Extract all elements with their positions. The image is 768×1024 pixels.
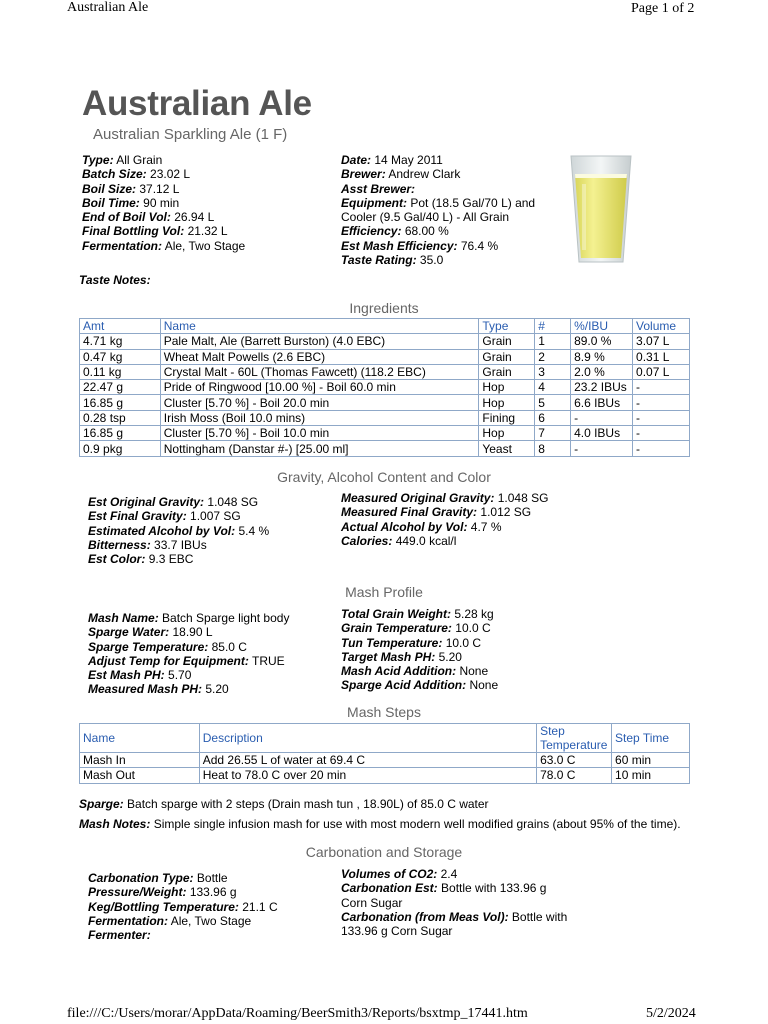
column-header: Step Temperature bbox=[537, 724, 612, 753]
cell-number: 8 bbox=[535, 441, 571, 456]
mash-notes-line: Mash Notes: Simple single infusion mash for use with most modern well modified grains (about 95% of the time). bbox=[79, 817, 681, 831]
info-row: Volumes of CO2: 2.4 bbox=[341, 867, 458, 881]
cell-percent-ibu: 4.0 IBUs bbox=[571, 426, 633, 441]
info-row: End of Boil Vol: 26.94 L bbox=[82, 210, 215, 225]
cell-amt: 16.85 g bbox=[80, 426, 161, 441]
table-row bbox=[80, 426, 690, 441]
cell-type: Hop bbox=[479, 426, 535, 441]
cell-amt: 0.47 kg bbox=[80, 349, 161, 364]
cell-amt: 16.85 g bbox=[80, 395, 161, 410]
cell-name: Pale Malt, Ale (Barrett Burston) (4.0 EBC) bbox=[160, 334, 479, 349]
mash-steps-table bbox=[79, 723, 690, 784]
info-row: Date: 14 May 2011 bbox=[341, 153, 443, 167]
table-header-row bbox=[80, 724, 690, 753]
info-row: Type: All Grain bbox=[82, 153, 163, 167]
gravity-right bbox=[341, 491, 548, 548]
info-row: Carbonation Type: Bottle bbox=[88, 871, 228, 885]
info-row: Fermentation: Ale, Two Stage bbox=[88, 913, 252, 928]
ingredients-table bbox=[79, 318, 690, 457]
column-header: Description bbox=[199, 724, 536, 753]
cell-type: Hop bbox=[479, 395, 535, 410]
gravity-section-title: Gravity, Alcohol Content and Color bbox=[277, 469, 491, 485]
info-row: Cooler (9.5 Gal/40 L) - All Grain bbox=[341, 210, 510, 225]
info-row: Measured Original Gravity: 1.048 SG bbox=[341, 491, 549, 505]
mash-profile-section-title: Mash Profile bbox=[345, 584, 423, 600]
info-row: Est Color: 9.3 EBC bbox=[88, 552, 194, 567]
cell-name: Wheat Malt Powells (2.6 EBC) bbox=[160, 349, 479, 364]
info-row: Adjust Temp for Equipment: TRUE bbox=[88, 653, 285, 668]
info-row: Sparge Acid Addition: None bbox=[341, 678, 499, 693]
cell-type: Grain bbox=[479, 364, 535, 379]
file-path-footer: file:///C:/Users/morar/AppData/Roaming/BeerSmith3/Reports/bsxtmp_17441.htm bbox=[67, 1006, 528, 1021]
cell-volume: - bbox=[633, 410, 690, 425]
info-row: Est Mash PH: 5.70 bbox=[88, 668, 192, 683]
info-row: 133.96 g Corn Sugar bbox=[341, 924, 453, 939]
cell-name: Cluster [5.70 %] - Boil 20.0 min bbox=[160, 395, 479, 410]
info-row: Taste Rating: 35.0 bbox=[341, 253, 444, 268]
info-row: Equipment: Pot (18.5 Gal/70 L) and bbox=[341, 195, 536, 210]
info-row: Total Grain Weight: 5.28 kg bbox=[341, 607, 494, 621]
cell-number: 6 bbox=[535, 410, 571, 425]
cell-volume: 3.07 L bbox=[633, 334, 690, 349]
info-row: Est Mash Efficiency: 76.4 % bbox=[341, 238, 499, 253]
table-row bbox=[80, 380, 690, 395]
recipe-info-left bbox=[82, 153, 245, 253]
info-row: Grain Temperature: 10.0 C bbox=[341, 621, 491, 636]
ingredients-section-title: Ingredients bbox=[349, 300, 419, 316]
cell-description: Add 26.55 L of water at 69.4 C bbox=[199, 753, 536, 768]
column-header: # bbox=[535, 319, 571, 334]
info-row: Final Bottling Vol: 21.32 L bbox=[82, 224, 228, 239]
info-row: Efficiency: 68.00 % bbox=[341, 224, 449, 239]
info-row: Target Mash PH: 5.20 bbox=[341, 649, 462, 664]
info-row: Mash Name: Batch Sparge light body bbox=[88, 611, 290, 625]
info-row: Sparge Water: 18.90 L bbox=[88, 625, 213, 640]
cell-number: 5 bbox=[535, 395, 571, 410]
cell-percent-ibu: 6.6 IBUs bbox=[571, 395, 633, 410]
cell-volume: 0.07 L bbox=[633, 364, 690, 379]
info-row: Mash Acid Addition: None bbox=[341, 664, 489, 679]
taste-notes: Taste Notes: bbox=[79, 273, 151, 287]
info-row: Carbonation Est: Bottle with 133.96 g bbox=[341, 881, 547, 896]
table-row bbox=[80, 768, 690, 783]
cell-name: Irish Moss (Boil 10.0 mins) bbox=[160, 410, 479, 425]
table-row bbox=[80, 441, 690, 456]
info-row: Bitterness: 33.7 IBUs bbox=[88, 537, 207, 552]
sparge-line: Sparge: Batch sparge with 2 steps (Drain mash tun , 18.90L) of 85.0 C water bbox=[79, 797, 489, 811]
cell-amt: 4.71 kg bbox=[80, 334, 161, 349]
mash-profile-right bbox=[341, 607, 498, 693]
cell-name: Crystal Malt - 60L (Thomas Fawcett) (118.2 EBC) bbox=[160, 364, 479, 379]
column-header: Step Time bbox=[612, 724, 690, 753]
cell-amt: 0.11 kg bbox=[80, 364, 161, 379]
cell-volume: - bbox=[633, 395, 690, 410]
cell-volume: - bbox=[633, 380, 690, 395]
info-row: Estimated Alcohol by Vol: 5.4 % bbox=[88, 523, 270, 538]
info-row: Fermenter: bbox=[88, 928, 151, 943]
cell-name: Pride of Ringwood [10.00 %] - Boil 60.0 min bbox=[160, 380, 479, 395]
info-row: Est Original Gravity: 1.048 SG bbox=[88, 495, 259, 509]
table-header-row bbox=[80, 319, 690, 334]
mash-profile-left bbox=[88, 611, 289, 697]
gravity-left bbox=[88, 495, 269, 566]
page-number: Page 1 of 2 bbox=[631, 1, 695, 16]
cell-step-name: Mash Out bbox=[80, 768, 200, 783]
cell-number: 7 bbox=[535, 426, 571, 441]
info-row: Measured Mash PH: 5.20 bbox=[88, 682, 229, 697]
cell-type: Fining bbox=[479, 410, 535, 425]
cell-percent-ibu: 8.9 % bbox=[571, 349, 633, 364]
table-row bbox=[80, 364, 690, 379]
cell-volume: 0.31 L bbox=[633, 349, 690, 364]
cell-number: 3 bbox=[535, 364, 571, 379]
cell-name: Nottingham (Danstar #-) [25.00 ml] bbox=[160, 441, 479, 456]
cell-percent-ibu: 23.2 IBUs bbox=[571, 380, 633, 395]
column-header: Name bbox=[80, 724, 200, 753]
info-row: Boil Time: 90 min bbox=[82, 195, 180, 210]
cell-volume: - bbox=[633, 426, 690, 441]
cell-type: Yeast bbox=[479, 441, 535, 456]
print-date: 5/2/2024 bbox=[646, 1006, 696, 1021]
cell-percent-ibu: 89.0 % bbox=[571, 334, 633, 349]
cell-step-name: Mash In bbox=[80, 753, 200, 768]
recipe-title: Australian Ale bbox=[82, 84, 312, 123]
info-row: Keg/Bottling Temperature: 21.1 C bbox=[88, 899, 278, 914]
cell-amt: 22.47 g bbox=[80, 380, 161, 395]
table-row bbox=[80, 334, 690, 349]
recipe-subtitle: Australian Sparkling Ale (1 F) bbox=[93, 126, 288, 143]
carbonation-left bbox=[88, 871, 278, 942]
cell-type: Hop bbox=[479, 380, 535, 395]
column-header: Type bbox=[479, 319, 535, 334]
browser-header-title: Australian Ale bbox=[67, 0, 149, 15]
table-row bbox=[80, 753, 690, 768]
info-row: Measured Final Gravity: 1.012 SG bbox=[341, 505, 532, 520]
table-row bbox=[80, 410, 690, 425]
info-row: Pressure/Weight: 133.96 g bbox=[88, 885, 237, 900]
cell-percent-ibu: - bbox=[571, 410, 633, 425]
table-row bbox=[80, 349, 690, 364]
column-header: Amt bbox=[80, 319, 161, 334]
info-row: Actual Alcohol by Vol: 4.7 % bbox=[341, 519, 502, 534]
info-row: Asst Brewer: bbox=[341, 181, 416, 196]
beer-glass-icon bbox=[568, 154, 634, 266]
info-row: Corn Sugar bbox=[341, 895, 403, 910]
table-row bbox=[80, 395, 690, 410]
cell-percent-ibu: - bbox=[571, 441, 633, 456]
cell-step-temperature: 63.0 C bbox=[537, 753, 612, 768]
info-row: Brewer: Andrew Clark bbox=[341, 167, 461, 182]
info-row: Calories: 449.0 kcal/l bbox=[341, 533, 457, 548]
info-row: Est Final Gravity: 1.007 SG bbox=[88, 509, 241, 524]
cell-number: 1 bbox=[535, 334, 571, 349]
column-header: Volume bbox=[633, 319, 690, 334]
info-row: Sparge Temperature: 85.0 C bbox=[88, 639, 247, 654]
cell-percent-ibu: 2.0 % bbox=[571, 364, 633, 379]
cell-step-temperature: 78.0 C bbox=[537, 768, 612, 783]
info-row: Boil Size: 37.12 L bbox=[82, 181, 180, 196]
cell-volume: - bbox=[633, 441, 690, 456]
carbonation-right bbox=[341, 867, 567, 938]
cell-type: Grain bbox=[479, 334, 535, 349]
cell-number: 4 bbox=[535, 380, 571, 395]
info-row: Fermentation: Ale, Two Stage bbox=[82, 238, 246, 253]
cell-amt: 0.9 pkg bbox=[80, 441, 161, 456]
carbonation-section-title: Carbonation and Storage bbox=[305, 844, 463, 860]
column-header: Name bbox=[160, 319, 479, 334]
cell-step-time: 60 min bbox=[612, 753, 690, 768]
cell-description: Heat to 78.0 C over 20 min bbox=[199, 768, 536, 783]
info-row: Batch Size: 23.02 L bbox=[82, 167, 191, 182]
cell-step-time: 10 min bbox=[612, 768, 690, 783]
mash-steps-section-title: Mash Steps bbox=[347, 704, 421, 720]
recipe-info-right bbox=[341, 153, 535, 267]
cell-number: 2 bbox=[535, 349, 571, 364]
cell-type: Grain bbox=[479, 349, 535, 364]
info-row: Carbonation (from Meas Vol): Bottle with bbox=[341, 909, 568, 924]
column-header: %/IBU bbox=[571, 319, 633, 334]
cell-name: Cluster [5.70 %] - Boil 10.0 min bbox=[160, 426, 479, 441]
info-row: Tun Temperature: 10.0 C bbox=[341, 635, 482, 650]
cell-amt: 0.28 tsp bbox=[80, 410, 161, 425]
